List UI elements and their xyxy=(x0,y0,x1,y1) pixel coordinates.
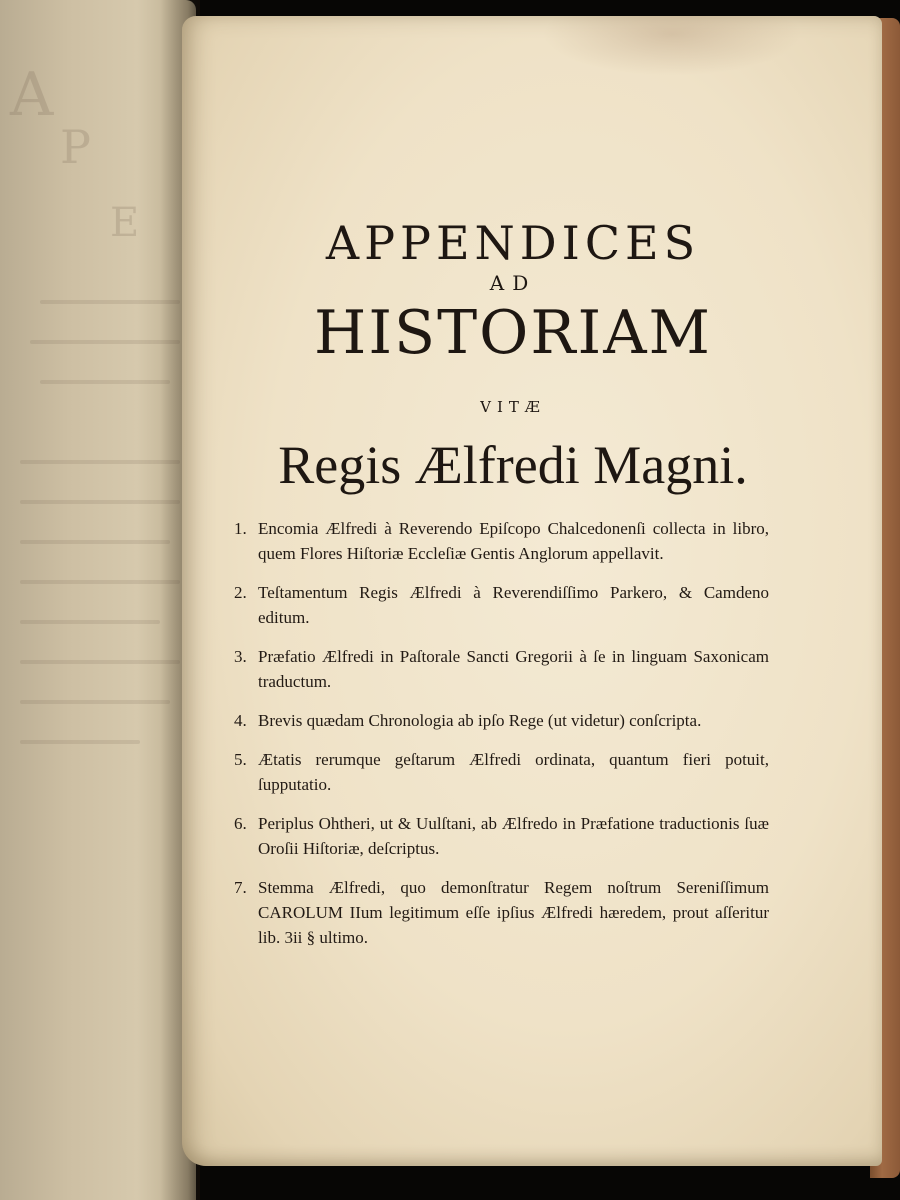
title-page xyxy=(182,16,882,1166)
left-page xyxy=(0,0,196,1200)
list-item xyxy=(234,580,769,630)
list-item xyxy=(234,747,769,797)
appendix-list xyxy=(234,516,769,964)
show-through-text: A P E xyxy=(0,0,190,1200)
item-number: 1. xyxy=(234,519,247,538)
item-text: Stemma Ælfredi, quo demonſtratur Regem noſtrum Sereniſſimum CAROLUM IIum legitimum eſſe ipſius Ælfredi hæredem, prout aſſeritur lib. 3ii § ultimo. xyxy=(258,878,769,947)
list-item xyxy=(234,875,769,950)
item-number: 3. xyxy=(234,647,247,666)
item-number: 2. xyxy=(234,583,247,602)
item-text: Præfatio Ælfredi in Paſtorale Sancti Gregorii à ſe in linguam Saxonicam traductum. xyxy=(258,647,769,691)
foxing-stain xyxy=(542,16,802,76)
list-item xyxy=(234,516,769,566)
item-text: Teſtamentum Regis Ælfredi à Reverendiſſimo Parkero, & Camdeno editum. xyxy=(258,583,769,627)
item-number: 5. xyxy=(234,750,247,769)
item-text: Ætatis rerumque geſtarum Ælfredi ordinata, quantum fieri potuit, ſupputatio. xyxy=(258,750,769,794)
title-ad: AD xyxy=(489,271,537,295)
item-number: 6. xyxy=(234,814,247,833)
title-historiam: HISTORIAM xyxy=(314,298,712,368)
title-vitae: VITÆ xyxy=(480,398,546,416)
item-number: 4. xyxy=(234,711,247,730)
title-appendices: APPENDICES xyxy=(325,216,701,270)
item-text: Encomia Ælfredi à Reverendo Epiſcopo Chalcedonenſi collecta in libro, quem Flores Hiſtoriæ Eccleſiæ Gentis Anglorum appellavit. xyxy=(258,519,769,563)
list-item xyxy=(234,644,769,694)
list-item xyxy=(234,708,769,733)
item-number: 7. xyxy=(234,878,247,897)
item-text: Brevis quædam Chronologia ab ipſo Rege (ut videtur) conſcripta. xyxy=(258,711,702,730)
title-regis-aelfredi: Regis Ælfredi Magni. xyxy=(278,435,748,495)
item-text: Periplus Ohtheri, ut & Uulſtani, ab Ælfredo in Præfatione traductionis ſuæ Oroſii Hiſtoriæ, deſcriptus. xyxy=(258,814,769,858)
list-item xyxy=(234,811,769,861)
